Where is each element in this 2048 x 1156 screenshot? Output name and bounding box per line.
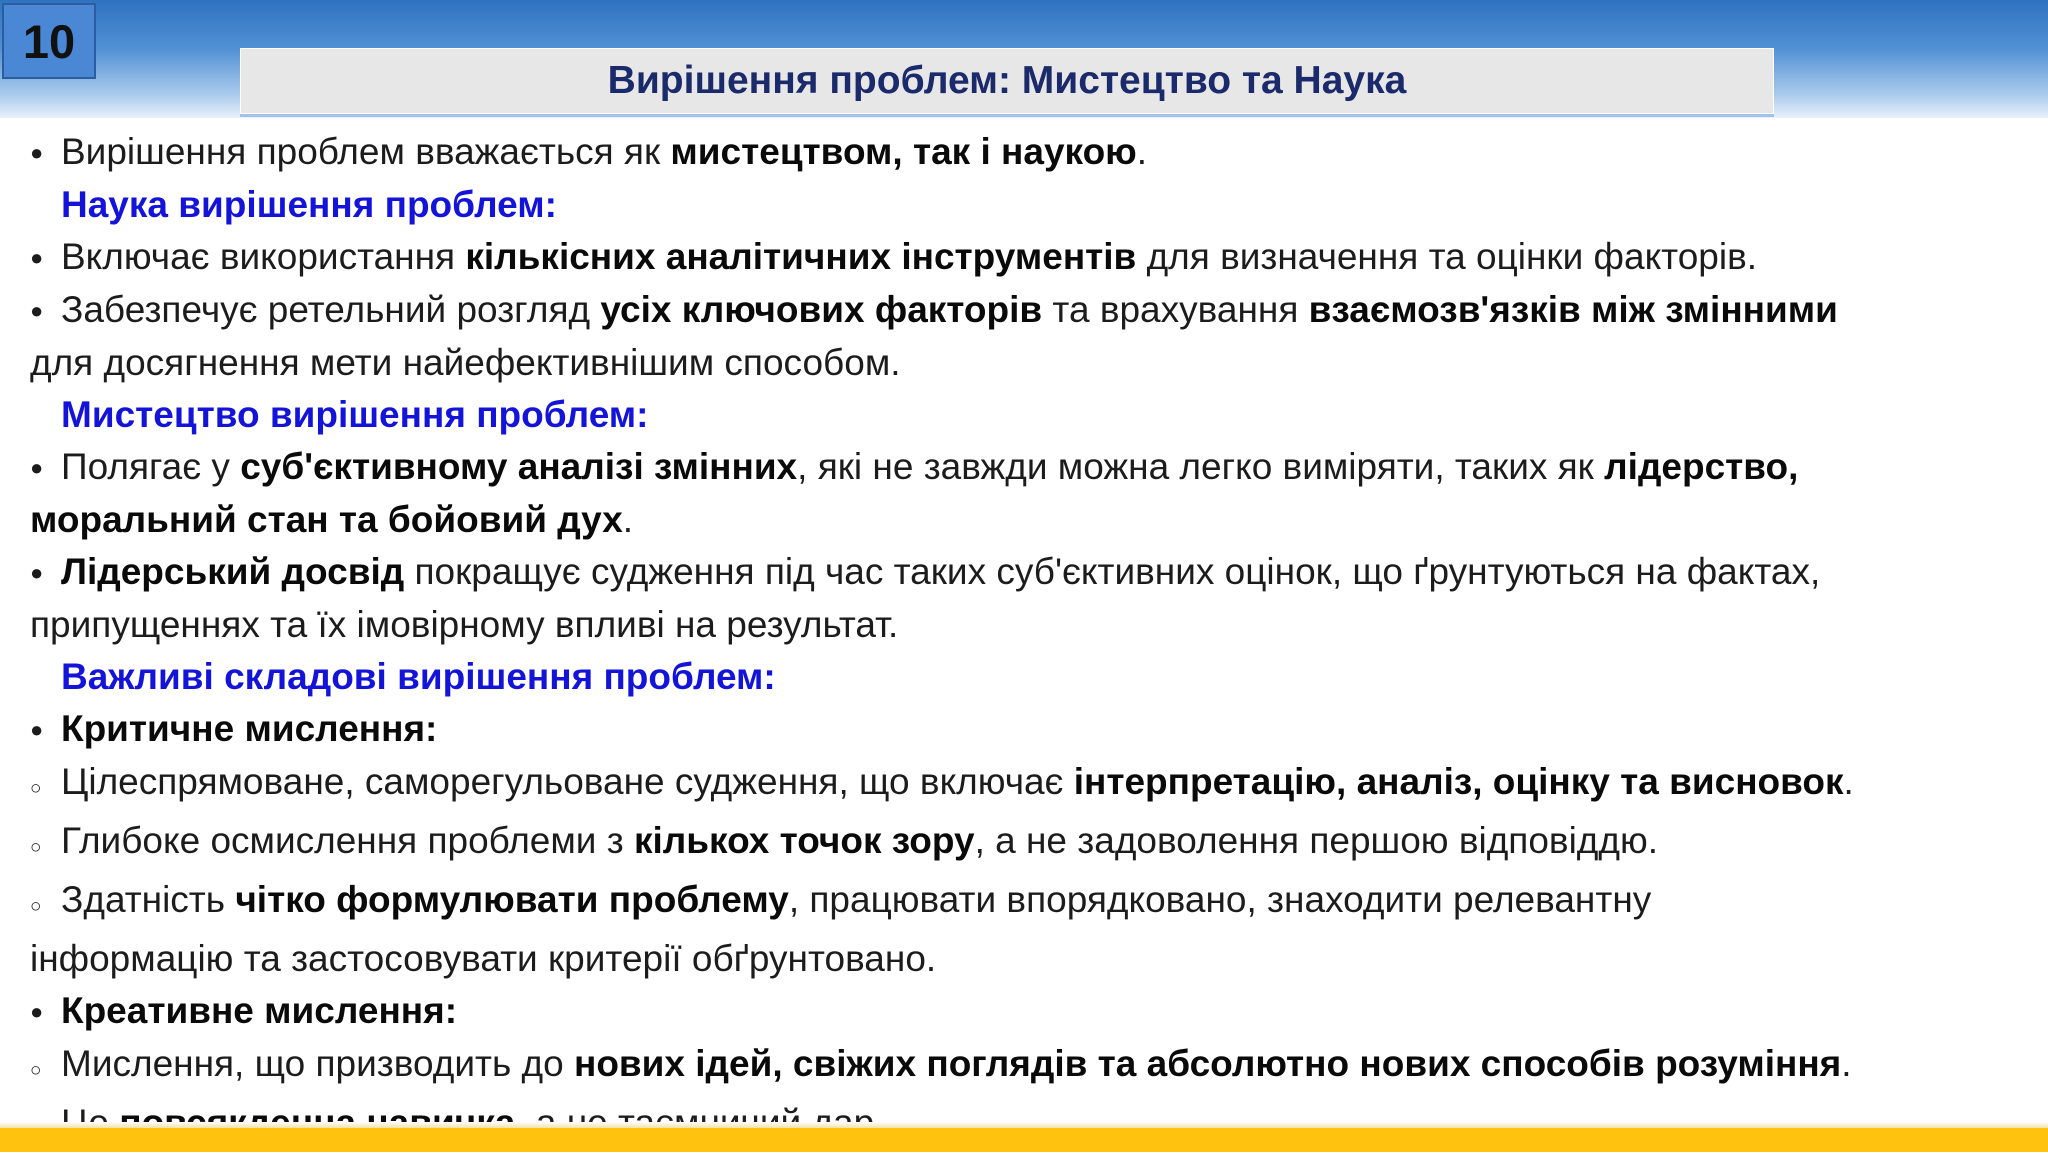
bullet-line (30, 284, 2030, 337)
bold-text: нових ідей, свіжих поглядів та абсолютно нових способів розуміння (573, 1043, 1842, 1084)
bullet-line (30, 441, 2030, 494)
bullet-line (30, 985, 2030, 1038)
text: Мислення, що призводить до (61, 1043, 574, 1084)
bullet-circle-icon: ○ (30, 896, 42, 917)
text: інформацію та застосовувати критерії обґрунтовано. (30, 938, 937, 979)
text: Вирішення проблем вважається як (61, 131, 671, 172)
text: Забезпечує ретельний розгляд (61, 289, 601, 330)
text: Здатність (61, 879, 236, 920)
text: Включає використання (61, 236, 466, 277)
bold-text: кількох точок зору (634, 820, 975, 861)
bold-text: взаємозв'язків між змінними (1308, 289, 1838, 330)
text: припущеннях та їх імовірному впливі на результат. (30, 604, 899, 645)
bold-text: кількісних аналітичних інструментів (465, 236, 1137, 277)
continuation-line (30, 494, 2030, 546)
title-underline (240, 114, 1774, 117)
bold-text: суб'єктивному аналізі змінних (240, 446, 798, 487)
bold-text: Креативне мислення: (61, 990, 458, 1031)
slide-number: 10 (2, 3, 96, 79)
footer-band (0, 1128, 2048, 1152)
bullet-dot-icon: ● (30, 245, 44, 270)
bold-text: усіх ключових факторів (600, 289, 1043, 330)
sub-bullet-line (30, 1038, 2030, 1097)
section-heading: Наука вирішення проблем: (61, 184, 557, 225)
text: та врахування (1042, 289, 1309, 330)
text: Цілеспрямоване, саморегульоване судження, що включає (61, 761, 1074, 802)
bullet-dot-icon: ● (30, 140, 44, 165)
text: для визначення та оцінки факторів. (1136, 236, 1758, 277)
bold-text: Критичне мислення: (61, 708, 438, 749)
bullet-circle-icon: ○ (30, 778, 42, 799)
bullet-dot-icon: ● (30, 560, 44, 585)
bullet-circle-icon: ○ (30, 1060, 42, 1081)
bullet-dot-icon: ● (30, 298, 44, 323)
continuation-line (30, 337, 2030, 389)
text: покращує судження під час таких суб'єктивних оцінок, що ґрунтуються на фактах, (404, 551, 1821, 592)
bold-text: Лідерський досвід (61, 551, 405, 592)
slide-title: Вирішення проблем: Мистецтво та Наука (240, 48, 1774, 114)
text: . (622, 499, 634, 540)
text: . (1841, 1043, 1852, 1084)
text: Полягає у (61, 446, 241, 487)
bold-text: моральний стан та бойовий дух (30, 499, 623, 540)
bold-text: інтерпретацію, аналіз, оцінку та висновок (1073, 761, 1844, 802)
bold-text: чітко формулювати проблему (235, 879, 789, 920)
continuation-line (30, 933, 2030, 985)
sub-bullet-line (30, 756, 2030, 815)
text: , а не задоволення першою відповіддю. (974, 820, 1658, 861)
text: Глибоке осмислення проблеми з (61, 820, 634, 861)
text: . (1843, 761, 1854, 802)
bold-text: лідерство, (1604, 446, 1799, 487)
text: , працювати впорядковано, знаходити релевантну (788, 879, 1652, 920)
bullet-line (30, 231, 2030, 284)
sub-bullet-line (30, 874, 2030, 933)
section-heading: Мистецтво вирішення проблем: (61, 394, 649, 435)
bullet-line (30, 126, 2030, 179)
bullet-dot-icon: ● (30, 717, 44, 742)
bullet-line (30, 703, 2030, 756)
bullet-circle-icon: ○ (30, 837, 42, 858)
text: , які не завжди можна легко виміряти, таких як (797, 446, 1605, 487)
bullet-dot-icon: ● (30, 999, 44, 1024)
bullet-line (30, 546, 2030, 599)
sub-bullet-line (30, 815, 2030, 874)
bold-text: мистецтвом, так і наукою (670, 131, 1137, 172)
section-heading: Важливі складові вирішення проблем: (61, 656, 776, 697)
slide-content (30, 126, 2030, 1156)
continuation-line (30, 599, 2030, 651)
text: . (1136, 131, 1148, 172)
bullet-dot-icon: ● (30, 455, 44, 480)
text: для досягнення мети найефективнішим способом. (30, 342, 901, 383)
